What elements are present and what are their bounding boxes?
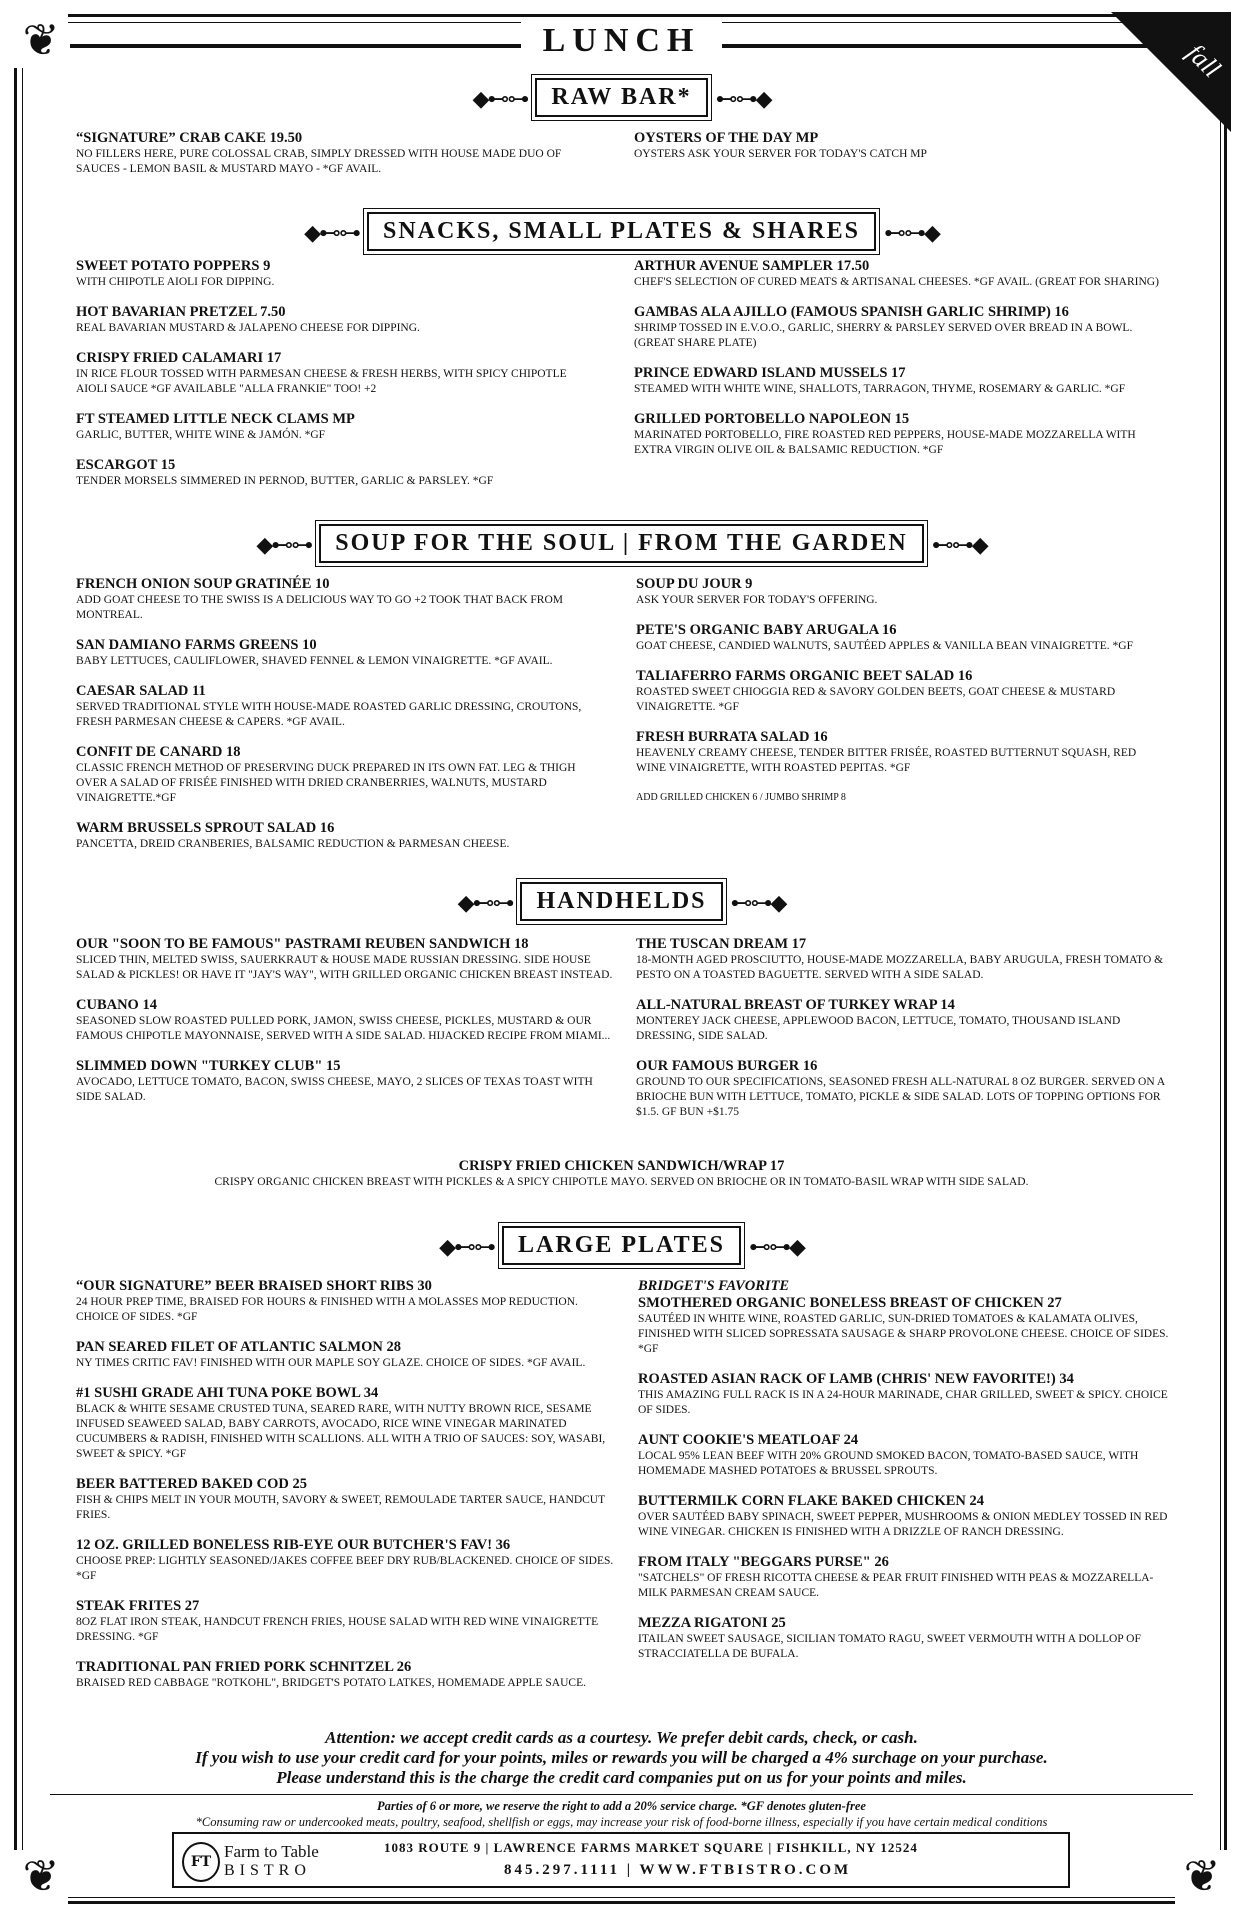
menu-item: MEZZA RIGATONI 25 ITAILAN SWEET SAUSAGE, SICILIAN TOMATO RAGU, SWEET VERMOUTH WITH A DOLLOP OF STRACCIATELLA DE BUFALA. [638, 1615, 1141, 1660]
footnotes: Parties of 6 or more, we reserve the right to add a 20% service charge. *GF denotes gluten-free *Consuming raw or undercooked meats, poultry, seafood, shellfish or eggs, may increase your risk of food-borne illness, especially if you have certain medical conditions [195, 1799, 1048, 1829]
snacks-right [634, 258, 1174, 472]
handhelds-right [636, 936, 1176, 1134]
menu-item: CRISPY FRIED CALAMARI 17 IN RICE FLOUR TOSSED WITH PARMESAN CHEESE & FRESH HERBS, WITH SPICY CHIPOTLE AIOLI SAUCE *GF AVAILABLE "ALLA FRANKIE" TOO! +2 [76, 350, 567, 395]
menu-item: CAESAR SALAD 11 SERVED TRADITIONAL STYLE WITH HOUSE-MADE ROASTED GARLIC DRESSING, CROUTONS, FRESH PARMESAN CHEESE & CAPERS. *GF AVAIL. [76, 683, 582, 728]
menu-item: SAN DAMIANO FARMS GREENS 10 BABY LETTUCES, CAULIFLOWER, SHAVED FENNEL & LEMON VINAIGRETTE. *GF AVAIL. [76, 637, 553, 667]
menu-item: TALIAFERRO FARMS ORGANIC BEET SALAD 16 ROASTED SWEET CHIOGGIA RED & SAVORY GOLDEN BEETS, GOAT CHEESE & MUSTARD VINAIGRETTE. *GF [636, 668, 1116, 713]
section-title: SNACKS, SMALL PLATES & SHARES [367, 212, 876, 251]
handhelds-left [76, 936, 616, 1119]
menu-item-centered: CRISPY FRIED CHICKEN SANDWICH/WRAP 17 CRISPY ORGANIC CHICKEN BREAST WITH PICKLES & A SPICY CHIPOTLE MAYO. SERVED ON BRIOCHE OR IN TOMATO-BASIL WRAP WITH SIDE SALAD. [214, 1158, 1029, 1188]
ornament-right-icon: ⊷⊶◆ [884, 221, 939, 246]
logo-mark-icon: FT [182, 1842, 220, 1882]
corner-ornament-bottom-right-icon: ❦ [1175, 1850, 1229, 1904]
section-snacks [0, 212, 1243, 251]
season-label: fall [1181, 38, 1227, 84]
menu-item: FT STEAMED LITTLE NECK CLAMS MP GARLIC, BUTTER, WHITE WINE & JAMÓN. *GF [76, 411, 355, 441]
menu-item: PAN SEARED FILET OF ATLANTIC SALMON 28 NY TIMES CRITIC FAV! FINISHED WITH OUR MAPLE SOY GLAZE. CHOICE OF SIDES. *GF AVAIL. [76, 1339, 586, 1369]
menu-item: FRENCH ONION SOUP GRATINÉE 10 ADD GOAT CHEESE TO THE SWISS IS A DELICIOUS WAY TO GO +2 TOOK THAT BACK FROM MONTREAL. [76, 576, 563, 621]
menu-item: OYSTERS OF THE DAY MP OYSTERS ASK YOUR SERVER FOR TODAY'S CATCH MP [634, 130, 927, 160]
menu-item: GAMBAS ALA AJILLO (FAMOUS SPANISH GARLIC SHRIMP) 16 SHRIMP TOSSED IN E.V.O.O., GARLIC, SHERRY & PARSLEY SERVED OVER BREAD IN A BOWL. (GREAT SHARE PLATE) [634, 304, 1133, 349]
menu-item: SWEET POTATO POPPERS 9 WITH CHIPOTLE AIOLI FOR DIPPING. [76, 258, 275, 288]
section-raw-bar [0, 78, 1243, 117]
ornament-left-icon: ◆⊷⊶ [439, 1235, 495, 1260]
ornament-left-icon: ◆⊷⊶ [457, 891, 513, 916]
menu-item: OUR "SOON TO BE FAMOUS" PASTRAMI REUBEN SANDWICH 18 SLICED THIN, MELTED SWISS, SAUERKRAUT & HOUSE MADE RUSSIAN DRESSING. SIDE HOUSE SALAD & PICKLES! OR HAVE IT "JAY'S WAY", WITH GRILLED ORGANIC CHICKEN BREAST INSTEAD. [76, 936, 613, 981]
menu-item: AUNT COOKIE'S MEATLOAF 24 LOCAL 95% LEAN BEEF WITH 20% GROUND SMOKED BACON, TOMATO-BASED SAUCE, WITH HOMEMADE MASHED POTATOES & BRUSSEL SPROUTS. [638, 1432, 1139, 1477]
corner-ornament-top-left-icon: ❦ [14, 14, 68, 68]
section-title: SOUP FOR THE SOUL | FROM THE GARDEN [319, 524, 923, 563]
menu-item: WARM BRUSSELS SPROUT SALAD 16 PANCETTA, DREID CRANBERIES, BALSAMIC REDUCTION & PARMESAN CHEESE. [76, 820, 510, 850]
ornament-left-icon: ◆⊷⊶ [472, 87, 528, 112]
address: 1083 ROUTE 9 | LAWRENCE FARMS MARKET SQUARE | FISHKILL, NY 12524 [384, 1840, 918, 1855]
menu-item: SMOTHERED ORGANIC BONELESS BREAST OF CHICKEN 27 SAUTÉED IN WHITE WINE, ROASTED GARLIC, SUN-DRIED TOMATOES & KALAMATA OLIVES, FINISHED WITH SLICED SOPRESSATA SAUSAGE & SHARP PROVOLONE CHEESE. CHOICE OF SIDES. *GF [638, 1295, 1169, 1355]
menu-item: BEER BATTERED BAKED COD 25 FISH & CHIPS MELT IN YOUR MOUTH, SAVORY & SWEET, REMOULADE TARTER SAUCE, HANDCUT FRIES. [76, 1476, 605, 1521]
footer [172, 1832, 1070, 1888]
ornament-left-icon: ◆⊷⊶ [304, 221, 359, 246]
addon-note: ADD GRILLED CHICKEN 6 / JUMBO SHRIMP 8 [636, 792, 846, 803]
menu-item: GRILLED PORTOBELLO NAPOLEON 15 MARINATED PORTOBELLO, FIRE ROASTED RED PEPPERS, HOUSE-MADE MOZZARELLA WITH EXTRA VIRGIN OLIVE OIL & BALSAMIC REDUCTION. *GF [634, 411, 1136, 456]
ornament-right-icon: ⊷⊶◆ [931, 533, 987, 558]
menu-item: THE TUSCAN DREAM 17 18-MONTH AGED PROSCIUTTO, HOUSE-MADE MOZZARELLA, BABY ARUGULA, FRESH TOMATO & PESTO ON A TOASTED BAGUETTE. SERVED WITH A SIDE SALAD. [636, 936, 1164, 981]
attention-notice: Attention: we accept credit cards as a courtesy. We prefer debit cards, check, or cash. If you wish to use your credit card for your points, miles or rewards you will be charged a 4% surchage on your purchase. Please understand this is the charge the credit card companies put on us for your points and miles. [195, 1728, 1048, 1787]
menu-item: 12 OZ. GRILLED BONELESS RIB-EYE OUR BUTCHER'S FAV! 36 CHOOSE PREP: LIGHTLY SEASONED/JAKES COFFEE BEEF DRY RUB/BLACKENED. CHOICE OF SIDES. *GF [76, 1537, 614, 1582]
snacks-left [76, 258, 596, 503]
menu-item: FRESH BURRATA SALAD 16 HEAVENLY CREAMY CHEESE, TENDER BITTER FRISÉE, ROASTED BUTTERNUT SQUASH, RED WINE VINAIGRETTE, WITH ROASTED PEPITAS. *GF [636, 729, 1137, 774]
menu-item: BUTTERMILK CORN FLAKE BAKED CHICKEN 24 OVER SAUTÉED BABY SPINACH, SWEET PEPPER, MUSHROOMS & ONION MEDLEY TOSSED IN RED WINE VINEGAR. CHICKEN IS FINISHED WITH A DRIZZLE OF RANCH DRESSING. [638, 1493, 1168, 1538]
menu-item: PRINCE EDWARD ISLAND MUSSELS 17 STEAMED WITH WHITE WINE, SHALLOTS, TARRAGON, THYME, ROSEMARY & GARLIC. *GF [634, 365, 1126, 395]
menu-item: SLIMMED DOWN "TURKEY CLUB" 15 AVOCADO, LETTUCE TOMATO, BACON, SWISS CHEESE, MAYO, 2 SLICES OF TEXAS TOAST WITH SIDE SALAD. [76, 1058, 593, 1103]
logo-text-line2: BISTRO [224, 1862, 311, 1879]
ornament-right-icon: ⊷⊶◆ [715, 87, 771, 112]
ornament-right-icon: ⊷⊶◆ [748, 1235, 804, 1260]
menu-item: CUBANO 14 SEASONED SLOW ROASTED PULLED PORK, JAMON, SWISS CHEESE, PICKLES, MUSTARD & OUR FAMOUS CHIPOTLE MAYONNAISE, SERVED WITH A SIDE SALAD. HIJACKED RECIPE FROM MIAMI... [76, 997, 611, 1042]
section-title: HANDHELDS [520, 882, 722, 921]
section-title: LARGE PLATES [502, 1226, 741, 1265]
menu-item: ROASTED ASIAN RACK OF LAMB (CHRIS' NEW FAVORITE!) 34 THIS AMAZING FULL RACK IS IN A 24-HOUR MARINADE, CHAR GRILLED, SWEET & SPICY. CHOICE OF SIDES. [638, 1371, 1168, 1416]
menu-item: “SIGNATURE” CRAB CAKE 19.50 NO FILLERS HERE, PURE COLOSSAL CRAB, SIMPLY DRESSED WITH HOUSE MADE DUO OF SAUCES - LEMON BASIL & MUSTARD MAYO - *GF AVAIL. [76, 130, 562, 175]
raw-bar-right [634, 130, 1154, 176]
favorite-label: BRIDGET'S FAVORITE [638, 1278, 790, 1294]
menu-item: #1 SUSHI GRADE AHI TUNA POKE BOWL 34 BLACK & WHITE SESAME CRUSTED TUNA, SEARED RARE, WITH NUTTY BROWN RICE, SESAME INFUSED SEAWEED SALAD, BABY CARROTS, AVOCADO, RICE WINE VINEGAR MARINATED CUCUMBERS & RADISH, FINISHED WITH SCALLIONS. ALL WITH A TRIO OF SAUCES: SOY, WASABI, SWEET & SPICY. *GF [76, 1385, 606, 1460]
section-soup [0, 524, 1243, 563]
menu-item: ESCARGOT 15 TENDER MORSELS SIMMERED IN PERNOD, BUTTER, GARLIC & PARSLEY. *GF [76, 457, 494, 487]
menu-item: PETE'S ORGANIC BABY ARUGALA 16 GOAT CHEESE, CANDIED WALNUTS, SAUTÉED APPLES & VANILLA BEAN VINAIGRETTE. *GF [636, 622, 1133, 652]
page-title: LUNCH [521, 22, 723, 60]
menu-item: ALL-NATURAL BREAST OF TURKEY WRAP 14 MONTEREY JACK CHEESE, APPLEWOOD BACON, LETTUCE, TOMATO, THOUSAND ISLAND DRESSING, SIDE SALAD. [636, 997, 1121, 1042]
contact: 845.297.1111 | WWW.FTBISTRO.COM [504, 1862, 852, 1878]
menu-item: ARTHUR AVENUE SAMPLER 17.50 CHEF'S SELECTION OF CURED MEATS & ARTISANAL CHEESES. *GF AVAIL. (GREAT FOR SHARING) [634, 258, 1159, 288]
divider [50, 1794, 1193, 1795]
menu-item: “OUR SIGNATURE” BEER BRAISED SHORT RIBS 30 24 HOUR PREP TIME, BRAISED FOR HOURS & FINISHED WITH A MOLASSES MOP REDUCTION. CHOICE OF SIDES. *GF [76, 1278, 578, 1323]
raw-bar-left [76, 130, 596, 191]
logo [182, 1840, 342, 1882]
section-large-plates [0, 1226, 1243, 1265]
large-right [638, 1278, 1178, 1676]
soup-right [636, 576, 1166, 805]
menu-item: TRADITIONAL PAN FRIED PORK SCHNITZEL 26 BRAISED RED CABBAGE "ROTKOHL", BRIDGET'S POTATO LATKES, HOMEMADE APPLE SAUCE. [76, 1659, 586, 1689]
ornament-left-icon: ◆⊷⊶ [256, 533, 312, 558]
menu-item: HOT BAVARIAN PRETZEL 7.50 REAL BAVARIAN MUSTARD & JALAPENO CHEESE FOR DIPPING. [76, 304, 420, 334]
section-title: RAW BAR* [535, 78, 707, 117]
soup-left [76, 576, 606, 866]
menu-item: FROM ITALY "BEGGARS PURSE" 26 "SATCHELS" OF FRESH RICOTTA CHEESE & PEAR FRUIT FINISHED WITH PEAS & MOZZARELLA-MILK PARMESAN CREAM SAUCE. [638, 1554, 1154, 1599]
menu-item: SOUP DU JOUR 9 ASK YOUR SERVER FOR TODAY'S OFFERING. [636, 576, 878, 606]
large-left [76, 1278, 616, 1705]
ornament-right-icon: ⊷⊶◆ [730, 891, 786, 916]
menu-item: CONFIT DE CANARD 18 CLASSIC FRENCH METHOD OF PRESERVING DUCK PREPARED IN ITS OWN FAT. LEG & THIGH OVER A SALAD OF FRISÉE FINISHED WITH DRIED CRANBERRIES, WALNUTS, MUSTARD VINAIGRETTE.*GF [76, 744, 576, 804]
section-handhelds [0, 882, 1243, 921]
corner-ornament-bottom-left-icon: ❦ [14, 1850, 68, 1904]
menu-item: OUR FAMOUS BURGER 16 GROUND TO OUR SPECIFICATIONS, SEASONED FRESH ALL-NATURAL 8 OZ BURGER. SERVED ON A BRIOCHE BUN WITH LETTUCE, TOMATO, PICKLE & SIDE SALAD. LOTS OF TOPPING OPTIONS FOR $1.5. GF BUN +$1.75 [636, 1058, 1165, 1118]
logo-text-line1: Farm to Table [224, 1842, 319, 1861]
menu-item: STEAK FRITES 27 8OZ FLAT IRON STEAK, HANDCUT FRENCH FRIES, HOUSE SALAD WITH RED WINE VINAIGRETTE DRESSING. *GF [76, 1598, 599, 1643]
